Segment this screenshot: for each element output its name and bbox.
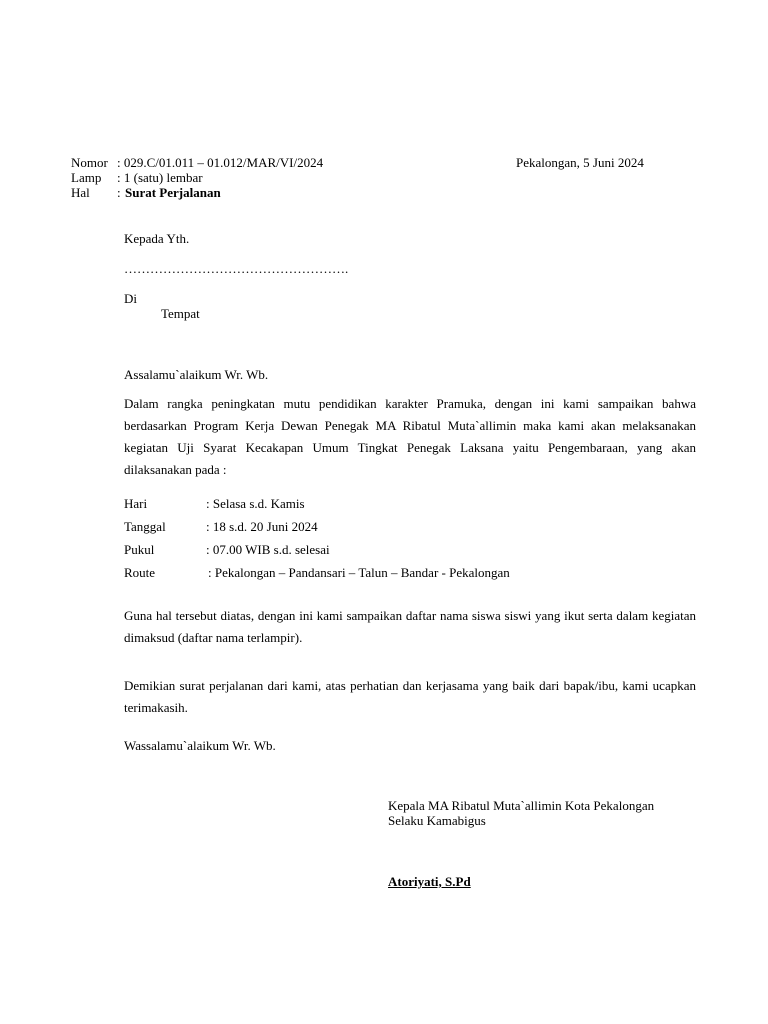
recipient-di: Di bbox=[124, 291, 137, 306]
detail-value-hari: : Selasa s.d. Kamis bbox=[206, 496, 305, 511]
paragraph-intro: Dalam rangka peningkatan mutu pendidikan karakter Pramuka, dengan ini kami sampaikan bahwa berdasarkan Program Kerja Dewan Penegak MA Ribatul Muta`allimin maka kami akan melaksanakan kegiatan Uji Syarat Kecakapan Umum Tingkat Penegak Laksana yaitu Pengembaraan, yang akan dilaksanakan pada : bbox=[124, 396, 696, 477]
paragraph-closing: Demikian surat perjalanan dari kami, atas perhatian dan kerjasama yang baik dari bapak/ibu, kami ucapkan terimakasih. bbox=[124, 678, 696, 715]
nomor-label: Nomor bbox=[71, 155, 108, 170]
recipient-tempat: Tempat bbox=[161, 306, 200, 321]
detail-value-route: : Pekalongan – Pandansari – Talun – Bandar - Pekalongan bbox=[208, 565, 510, 580]
closing-greeting: Wassalamu`alaikum Wr. Wb. bbox=[124, 738, 276, 753]
detail-label-pukul: Pukul bbox=[124, 542, 155, 557]
signature-title-line2: Selaku Kamabigus bbox=[388, 813, 486, 828]
signature-title-line1: Kepala MA Ribatul Muta`allimin Kota Pekalongan bbox=[388, 798, 655, 813]
detail-label-route: Route bbox=[124, 565, 156, 580]
lamp-value: : 1 (satu) lembar bbox=[117, 170, 203, 185]
recipient-dots: ……………………………………………. bbox=[124, 261, 349, 276]
signature-name: Atoriyati, S.Pd bbox=[388, 874, 471, 889]
recipient-to: Kepada Yth. bbox=[124, 231, 190, 246]
detail-label-hari: Hari bbox=[124, 496, 148, 511]
paragraph-list-note: Guna hal tersebut diatas, dengan ini kami sampaikan daftar nama siswa siswi yang ikut serta dalam kegiatan dimaksud (daftar nama terlampir). bbox=[124, 608, 696, 645]
place-date: Pekalongan, 5 Juni 2024 bbox=[516, 155, 644, 170]
hal-colon: : bbox=[117, 185, 121, 200]
hal-label: Hal bbox=[71, 185, 90, 200]
nomor-value: : 029.C/01.011 – 01.012/MAR/VI/2024 bbox=[117, 155, 324, 170]
detail-value-tanggal: : 18 s.d. 20 Juni 2024 bbox=[206, 519, 318, 534]
hal-value: Surat Perjalanan bbox=[125, 185, 221, 200]
greeting: Assalamu`alaikum Wr. Wb. bbox=[124, 367, 269, 382]
detail-label-tanggal: Tanggal bbox=[124, 519, 166, 534]
detail-value-pukul: : 07.00 WIB s.d. selesai bbox=[206, 542, 330, 557]
lamp-label: Lamp bbox=[71, 170, 102, 185]
